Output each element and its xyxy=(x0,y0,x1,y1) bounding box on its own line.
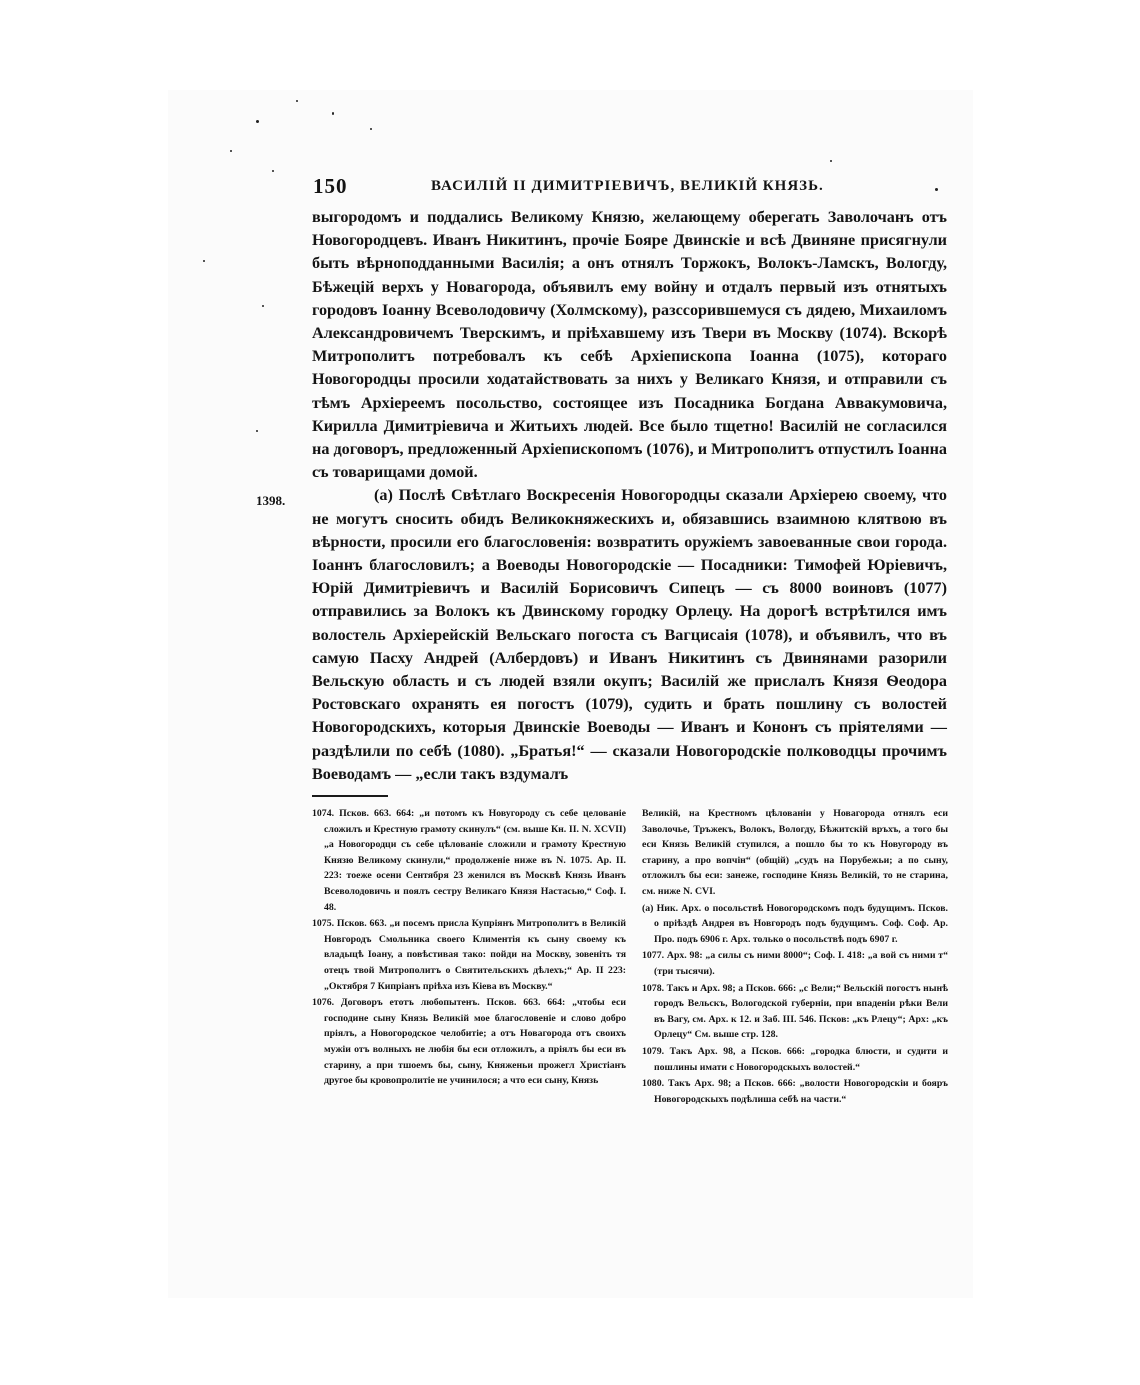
scan-speck xyxy=(370,128,372,130)
body-paragraph-2: (а) Послѣ Свѣтлаго Воскресенія Новогородцы сказали Архіерею своему, что не могутъ сносить обидъ Великокняжескихъ и, обязавшись взаимною клятвою въ вѣрности, просили его благословенія: возвратить оружіемъ завоеванные свои города. Іоаннъ благословилъ; а Воеводы Новогородскіе — Посадники: Тимофей Юріевичъ, Юрій Димитріевичъ и Василій Борисовичъ Сипецъ — съ 8000 воиновъ (1077) отправились за Волокъ къ Двинскому городку Орлецу. На дорогѣ встрѣтился имъ волостель Архіерейскій Вельскаго погоста съ Вагцисаія (1078), и объявилъ, что въ самую Пасху Андрей (Албердовъ) и Иванъ Никитинъ съ Двинянами разорили Вельскую область и съ людей взяли окупъ; Василій же прислалъ Князя Ѳеодора Ростовскаго охранять ея погостъ (1079), судить и брать пошлину съ волостей Новогородскихъ, которыя Двинскіе Воеводы — Иванъ и Кононъ съ пріятелями — раздѣлили по себѣ (1080). „Братья!“ — сказали Новогородскіе полководцы прочимъ Воеводамъ — „если такъ вздумалъ xyxy=(312,486,947,783)
footnote-1078: 1078. Такъ и Арх. 98; а Псков. 666: „с Вели;“ Вельскій погостъ нынѣ городъ Вельскъ, Вологодской губерніи, при впаденіи рѣки Вели въ Вагу, см. Арх. к 12. и Заб. III. 546. Псков: „къ Рлецу“; Арх: „къ Орлецу“ См. выше стр. 128. xyxy=(642,982,948,1041)
scan-speck xyxy=(230,150,232,152)
footnote-separator xyxy=(312,795,388,797)
footnote-1075: 1075. Псков. 663. „и посемъ присла Купріянъ Митрополитъ в Великій Новгородъ Смольника своего Климентія къ сыну своему къ владыцѣ Іоану, а повѣстивая тако: пойди на Москву, зовеніть тя отецъ твой Митрополитъ о Святительскихъ дѣлехъ;“ Ар. II 223: „Октября 7 Кипріанъ пріѣха изъ Кіева въ Москву.“ xyxy=(312,918,626,992)
main-text xyxy=(312,206,947,786)
scan-speck xyxy=(296,100,298,102)
scan-speck xyxy=(272,170,274,172)
footnote-1076: 1076. Договоръ етотъ любопытенъ. Псков. 663. 664: „чтобы еси господине сыну Князь Великій мое благословеніе и слово добро пріялъ, а Новогородское челобитіе; а отъ Новагорода отъ своихъ мужіи отъ волныхъ не любія бы еси отложилъ, а пріялъ бы еси въ старину, а при тшоемъ бы, сыну, Княженьи прожегл Христіанъ другое бы кровопролитіе не учинилося; а что еси сыну, Князь xyxy=(312,997,626,1087)
scan-speck xyxy=(262,305,264,307)
scan-speck xyxy=(256,120,259,123)
footnote-1080: 1080. Такъ Арх. 98; а Псков. 666: „волости Новогородскіи и бояръ Новогородскыхъ подѣлиша себѣ на части.“ xyxy=(642,1078,948,1105)
footnote-1077: 1077. Арх. 98: „а силы съ ними 8000“; Соф. I. 418: „а вой съ ними т“ (три тысячи). xyxy=(642,950,948,977)
page-number: 150 xyxy=(313,174,348,198)
footnote-1074: 1074. Псков. 663. 664: „и потомъ къ Новугороду съ себе целованіе сложилъ и Крестную грамоту скинулъ“ (см. выше Кн. II. N. XCVII) „а Новогородци съ себе цѣлованіе сложили и грамоту Крестную Князю Великому скинули,“ продолженіе ниже въ N. 1075. Ар. II. 223: тоеже осени Сентября 23 женился въ Москвѣ Князь Иванъ Всеволодовичь и поялъ сестру Великаго Князя Настасью,“ Соф. I. 48. xyxy=(312,808,626,913)
running-title: ВАСИЛІЙ II ДИМИТРІЕВИЧЪ, ВЕЛИКІЙ КНЯЗЬ. xyxy=(431,178,824,194)
scan-speck xyxy=(203,260,205,262)
footnote-note-a: (а) Ник. Арх. о посольствѣ Новогородскомъ подъ будущимъ. Псков. о пріѣздѣ Андрея въ Новгородъ подъ будущимъ. Соф. Соф. Ар. Про. подъ 6906 г. Арх. только о посольствѣ подъ 6907 г. xyxy=(642,902,948,945)
margin-year-note: 1398. xyxy=(256,493,286,508)
footnote-1079: 1079. Такъ Арх. 98, а Псков. 666: „городка блюсти, и судити и пошлины имати с Новогородскыхъ волостей.“ xyxy=(642,1045,948,1073)
page-header xyxy=(313,174,953,204)
body-paragraph-1: выгородомъ и поддались Великому Князю, желающему оберегать Заволочанъ отъ Новогородцевъ. Иванъ Никитинъ, прочіе Бояре Двинскіе и всѣ Двиняне присягнули быть вѣрноподданными Василія; а онъ отнялъ Торжокъ, Волокъ-Ламскъ, Вологду, Бѣжецій верхъ у Новагорода, объявилъ ему войну и отдалъ первый изъ отнятыхъ городовъ Іоанну Всеволодовичу (Холмскому), разссорившемуся съ дядею, Михаиломъ Александровичемъ Тверскимъ, и пріѣхавшему изъ Твери въ Москву (1074). Вскорѣ Митрополитъ потребовалъ къ себѣ Архіепископа Іоанна (1075), котораго Новогородцы просили ходатайствовать за нихъ у Великаго Князя, и отправили съ тѣмъ Архіереемъ посольство, состоящее изъ Посадника Богдана Аввакумовича, Кирилла Димитріевича и Житьихъ людей. Все было тщетно! Василій не согласился на договоръ, предложенный Архіепископомъ (1076), и Митрополитъ отпустилъ Іоанна съ товарищами домой. xyxy=(312,208,947,482)
footnotes-left-column xyxy=(312,806,626,1090)
scan-speck xyxy=(332,112,334,115)
footnote-1076-continued: Великій, на Крестномъ цѣлованіи у Новагорода отнялъ еси Заволочье, Тръжекъ, Волокъ, Вологду, Бѣжитскій връхъ, а того бы еси Князь Великій ступился, а пошло бы то къ Новугороду въ старину, а про вопчін“ (общій) „судъ на Порубежьи; а по сыну, отложилъ бы еси: занеже, господине Князь Великій, то не старина, см. ниже N. CVI. xyxy=(642,808,948,897)
scan-speck xyxy=(256,430,258,432)
footnotes-right-column xyxy=(642,806,948,1108)
scan-speck xyxy=(830,160,832,162)
